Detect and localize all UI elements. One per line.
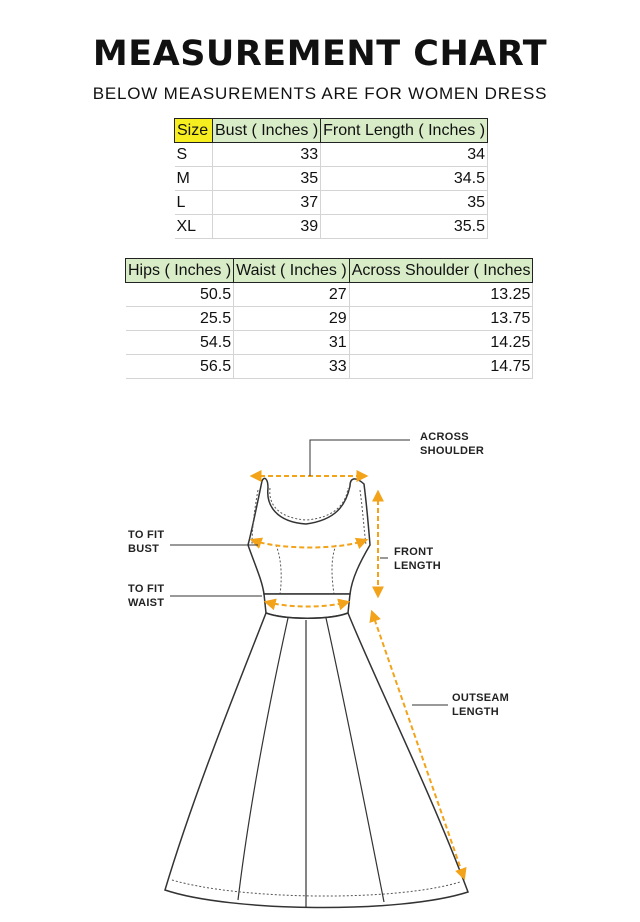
cell-hips: 25.5 bbox=[126, 307, 234, 331]
cell-waist: 33 bbox=[234, 355, 350, 379]
cell-hips: 50.5 bbox=[126, 283, 234, 307]
label-waist: TO FIT WAIST bbox=[128, 583, 165, 609]
cell-front-length: 34.5 bbox=[321, 167, 488, 191]
cell-bust: 33 bbox=[213, 143, 321, 167]
across-shoulder-leader bbox=[310, 440, 410, 476]
cell-size: M bbox=[175, 167, 213, 191]
label-outseam-length: OUTSEAM LENGTH bbox=[452, 692, 510, 718]
label-front-length: FRONT LENGTH bbox=[394, 546, 442, 572]
cell-across-shoulder: 13.25 bbox=[349, 283, 533, 307]
cell-waist: 29 bbox=[234, 307, 350, 331]
header-across-shoulder: Across Shoulder ( Inches bbox=[349, 259, 533, 283]
page-title: MEASUREMENT CHART bbox=[92, 34, 548, 74]
bodice-outline bbox=[248, 478, 370, 594]
cell-front-length: 35.5 bbox=[321, 215, 488, 239]
label-across-shoulder: ACROSS SHOULDER bbox=[420, 431, 485, 457]
header-bust: Bust ( Inches ) bbox=[213, 119, 321, 143]
cell-waist: 31 bbox=[234, 331, 350, 355]
page-subtitle: BELOW MEASUREMENTS ARE FOR WOMEN DRESS bbox=[92, 84, 548, 103]
header-front-length: Front Length ( Inches ) bbox=[321, 119, 488, 143]
cell-across-shoulder: 13.75 bbox=[349, 307, 533, 331]
cell-bust: 39 bbox=[213, 215, 321, 239]
cell-size: XL bbox=[175, 215, 213, 239]
cell-front-length: 35 bbox=[321, 191, 488, 215]
header-waist: Waist ( Inches ) bbox=[234, 259, 350, 283]
cell-across-shoulder: 14.25 bbox=[349, 331, 533, 355]
label-bust: TO FIT BUST bbox=[128, 529, 165, 555]
cell-size: L bbox=[175, 191, 213, 215]
cell-bust: 35 bbox=[213, 167, 321, 191]
header-size: Size bbox=[175, 119, 213, 143]
cell-hips: 54.5 bbox=[126, 331, 234, 355]
cell-size: S bbox=[175, 143, 213, 167]
header-hips: Hips ( Inches ) bbox=[126, 259, 234, 283]
cell-hips: 56.5 bbox=[126, 355, 234, 379]
cell-bust: 37 bbox=[213, 191, 321, 215]
cell-across-shoulder: 14.75 bbox=[349, 355, 533, 379]
cell-waist: 27 bbox=[234, 283, 350, 307]
cell-front-length: 34 bbox=[321, 143, 488, 167]
